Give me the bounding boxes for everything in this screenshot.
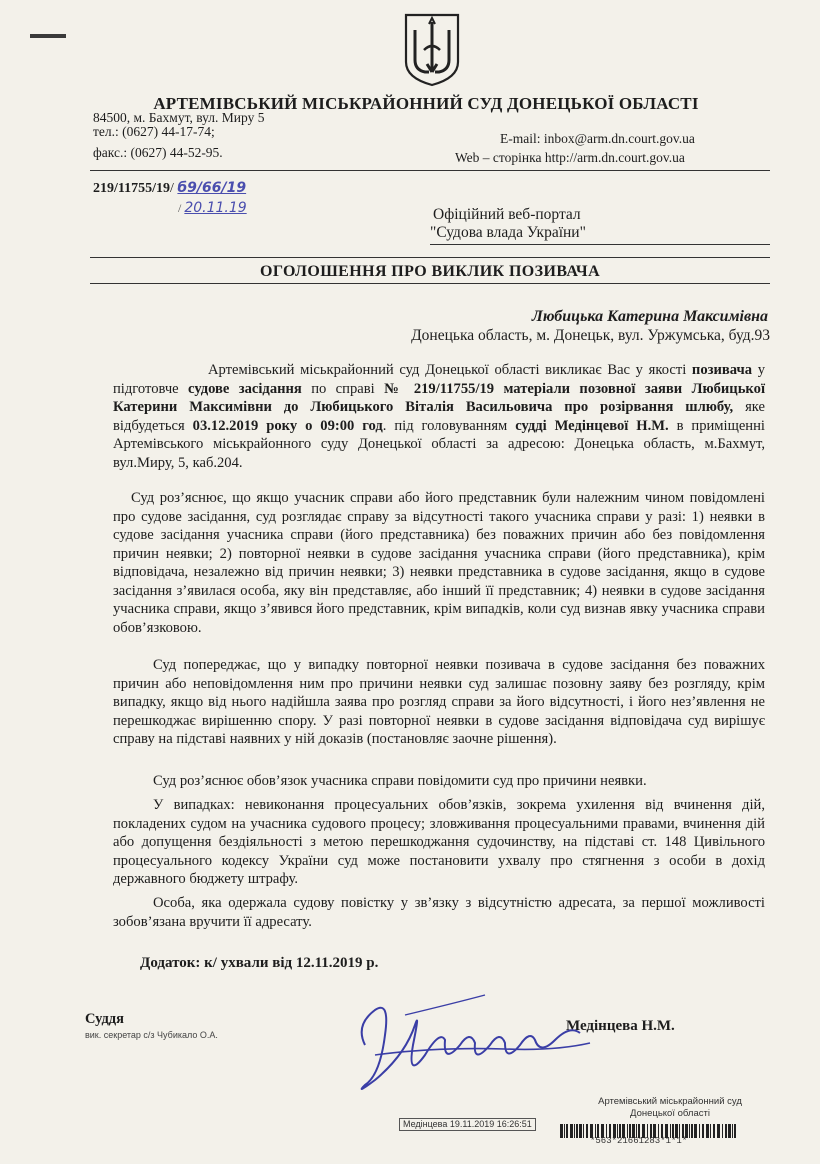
barcode-bar bbox=[564, 1124, 565, 1138]
summons-text-run: . під головуванням bbox=[382, 417, 516, 434]
case-number-line: 219/11755/19/ б9/66/19 bbox=[93, 180, 247, 196]
barcode-bar bbox=[694, 1124, 697, 1138]
barcode-bar bbox=[566, 1124, 568, 1138]
barcode-bar bbox=[717, 1124, 720, 1138]
coat-of-arms-icon bbox=[403, 12, 461, 88]
court-fax: факс.: (0627) 44-52-95. bbox=[93, 145, 223, 160]
summons-text-run: яке відбудеться bbox=[113, 399, 765, 434]
barcode-bar bbox=[579, 1124, 582, 1138]
summons-text-run: Артемівський міськрайонний суд Донецької області викликає Вас у якості bbox=[208, 362, 692, 378]
barcode-bar bbox=[722, 1124, 723, 1138]
barcode-bar bbox=[725, 1124, 727, 1138]
scan-mark bbox=[30, 34, 66, 38]
title-top-rule bbox=[90, 257, 770, 258]
barcode-bar bbox=[560, 1124, 563, 1138]
barcode-bar bbox=[706, 1124, 709, 1138]
summons-text-run: у підготовче bbox=[113, 362, 765, 397]
portal-underline bbox=[430, 244, 770, 245]
summons-text-run: 03.12.2019 року о 09:00 год bbox=[192, 417, 383, 434]
barcode-bar bbox=[583, 1124, 584, 1138]
barcode-bar bbox=[728, 1124, 731, 1138]
handwritten-ref: б9/66/19 bbox=[177, 180, 247, 196]
barcode-bar bbox=[699, 1124, 700, 1138]
barcode-bar bbox=[702, 1124, 704, 1138]
barcode-bar bbox=[574, 1124, 575, 1138]
court-phone: тел.: (0627) 44-17-74; bbox=[93, 124, 215, 139]
handwritten-date-line: / 20.11.19 bbox=[178, 200, 247, 216]
barcode-bar bbox=[576, 1124, 578, 1138]
barcode-bar bbox=[710, 1124, 711, 1138]
barcode-bar bbox=[734, 1124, 736, 1138]
handwritten-signature bbox=[345, 985, 595, 1105]
summons-text-run: № 219/11755/19 матеріали позовної заяви Любицької Катерини Максимівни до Любицького Віталія Васильовича про розірвання шлюбу, bbox=[113, 380, 765, 415]
signature-timestamp: Медінцева 19.11.2019 16:26:51 bbox=[399, 1118, 536, 1131]
barcode-bar bbox=[570, 1124, 573, 1138]
handwritten-date: 20.11.19 bbox=[184, 200, 247, 216]
court-name: АРТЕМІВСЬКИЙ МІСЬКРАЙОННИЙ СУД ДОНЕЦЬКОЇ ОБЛАСТІ bbox=[153, 94, 699, 113]
addressee-address: Донецька область, м. Донецьк, вул. Уржумська, буд.93 bbox=[411, 327, 770, 344]
judge-label: Суддя bbox=[85, 1011, 124, 1027]
secretary-note: вик. секретар с/з Чубикало О.А. bbox=[85, 1030, 218, 1040]
attachment-note: Додаток: к/ ухвали від 12.11.2019 р. bbox=[140, 955, 379, 971]
paragraph-explanation: Суд роз’яснює, що якщо учасник справи або його представник були належним чином повідомлені про судове засідання, суд розглядає справу за відсутності такого учасника справи у разі: 1) неявки в судове засідання учасника справи (його представника) без поважних причин або без повідомлення причин неявки; 2) повторної неявки в судове засідання учасника справи (його представника), крім відповідача, незалежно від причин неявки; 3) неявки представника в судове засідання, якщо в судове засідання з’явилася особа, яку він представляє, або інший її представник; 4) неявки в судове засідання учасника справи, якщо з’явився його представник, крім випадків, коли суд визнав явку учасника справи обов’язковою. bbox=[113, 490, 765, 636]
portal-line-1: Офіційний веб-портал bbox=[433, 206, 581, 223]
summons-text-run: по справі bbox=[301, 380, 385, 397]
document-title: ОГОЛОШЕННЯ ПРО ВИКЛИК ПОЗИВАЧА bbox=[259, 263, 601, 280]
addressee-name: Любицька Катерина Максимівна bbox=[531, 308, 768, 325]
summons-text-run: судове засідання bbox=[188, 380, 302, 397]
judge-name: Медінцева Н.М. bbox=[566, 1018, 675, 1034]
court-website: Web – сторінка http://arm.dn.court.gov.ua bbox=[455, 150, 685, 165]
court-email: E-mail: inbox@arm.dn.court.gov.ua bbox=[500, 131, 695, 146]
barcode-bar bbox=[689, 1124, 690, 1138]
summons-text-run: судді Медінцевої Н.М. bbox=[515, 417, 669, 434]
summons-text-run: позивача bbox=[691, 362, 753, 378]
paragraph-summons bbox=[113, 361, 765, 472]
paragraph-obligation: Суд роз’яснює обов’язок учасника справи повідомити суд про причини неявки. bbox=[153, 773, 647, 789]
case-number: 219/11755/19 bbox=[93, 181, 171, 196]
title-bottom-rule bbox=[90, 283, 770, 284]
barcode-bar bbox=[713, 1124, 715, 1138]
barcode-bar bbox=[732, 1124, 733, 1138]
paragraph-delivery: Особа, яка одержала судову повістку у зв’язку з відсутністю адресата, за першої можливості зобов’язана вручити її адресату. bbox=[113, 895, 765, 930]
barcode-bar bbox=[691, 1124, 693, 1138]
header-divider bbox=[90, 170, 770, 171]
barcode-bar bbox=[586, 1124, 588, 1138]
paragraph-fine: У випадках: невиконання процесуальних обов’язків, зокрема ухилення від вчинення дій, покладених судом на учасника судового процесу; зловживання процесуальними правами, вчинення дій або допущення бездіяльності з метою перешкоджання судочинству, на підставі ст. 148 Цивільного процесуального кодексу України суд може постановити ухвалу про стягнення з особи в дохід державного бюджету штрафу. bbox=[113, 797, 765, 887]
barcode-number: *563*21661283*1*1* bbox=[590, 1136, 688, 1146]
summons-text-run: в приміщенні Артемівського міськрайонного суду Донецької області за адресою: Донецька область, м.Бахмут, вул.Миру, 5, каб.204. bbox=[113, 417, 765, 471]
paragraph-warning: Суд попереджає, що у випадку повторної неявки позивача в судове засідання без поважних причин або неповідомлення ним про причини неявки суд залишає позовну заяву без розгляду, крім випадку, якщо від нього надійшла заява про розгляд справи за його відсутності, і його нез’явлення не перешкоджає вирішенню спору. У разі повторної неявки в судове засідання відповідача суд вирішує справу на підставі наявних у ній доказів (постановляє заочне рішення). bbox=[113, 657, 765, 747]
portal-line-2: "Судова влада України" bbox=[430, 224, 586, 241]
court-stamp: Артемівський міськрайонний суд Донецької області bbox=[598, 1096, 742, 1119]
court-address: 84500, м. Бахмут, вул. Миру 5 bbox=[93, 110, 265, 125]
